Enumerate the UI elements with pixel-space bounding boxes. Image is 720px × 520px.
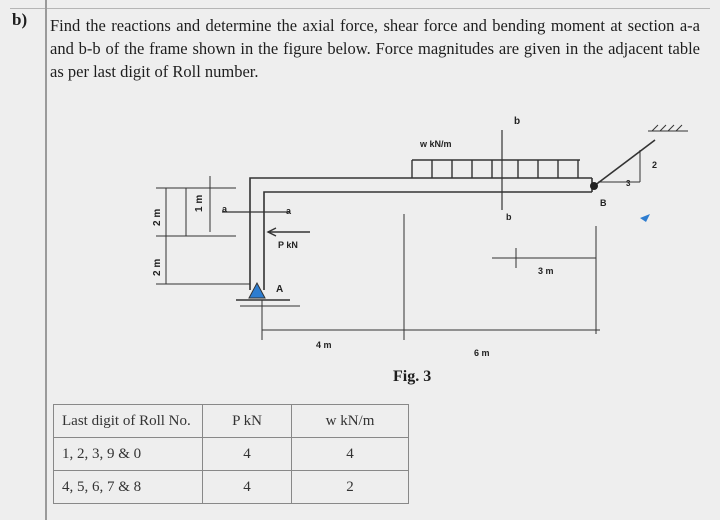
label-dim-6m: 6 m <box>474 348 490 358</box>
question-text: Find the reactions and determine the axial force, shear force and bending moment at section a-a and b-b of the frame shown in the figure below. Force magnitudes are given in the adjacent table as per last digit of Roll number. <box>50 16 700 81</box>
question-label: b) <box>12 10 28 29</box>
label-dim-1m: 1 m <box>194 194 205 212</box>
table-header: Last digit of Roll No. <box>54 405 203 438</box>
label-section-b-top: b <box>514 116 521 127</box>
label-udl: w kN/m <box>420 139 452 149</box>
label-p-load: P kN <box>278 240 298 250</box>
support-b-joint <box>590 182 598 190</box>
label-incline-3: 3 <box>626 179 631 188</box>
label-dim-4m: 4 m <box>316 340 332 350</box>
table-cell: 4 <box>292 438 409 471</box>
udl-arrows <box>412 160 580 178</box>
label-section-a-left: a <box>222 204 228 214</box>
label-dim-3m: 3 m <box>538 266 554 276</box>
support-b-marker <box>640 214 650 222</box>
roll-number-table <box>53 404 409 504</box>
label-incline-2: 2 <box>652 160 658 170</box>
label-section-b-bottom: b <box>506 212 512 222</box>
table-cell: 4 <box>203 438 292 471</box>
table-cell: 2 <box>292 471 409 504</box>
top-support-hatch <box>648 125 688 131</box>
table-cell: 1, 2, 3, 9 & 0 <box>54 438 203 471</box>
table-cell: 4 <box>203 471 292 504</box>
figure-caption: Fig. 3 <box>393 368 432 385</box>
table-header-row <box>54 405 409 438</box>
table-header: w kN/m <box>292 405 409 438</box>
table-cell: 4, 5, 6, 7 & 8 <box>54 471 203 504</box>
inclined-member <box>594 140 658 186</box>
support-a-pin <box>236 283 300 340</box>
load-p-arrow <box>268 228 310 236</box>
label-support-b: B <box>600 198 607 208</box>
label-section-a-right: a <box>286 206 292 216</box>
dimension-lines <box>156 176 600 340</box>
table-header: P kN <box>203 405 292 438</box>
label-dim-2m-upper: 2 m <box>152 208 163 226</box>
table-row <box>54 438 409 471</box>
table-row <box>54 471 409 504</box>
label-dim-2m-lower: 2 m <box>152 258 163 276</box>
label-support-a: A <box>276 284 284 295</box>
